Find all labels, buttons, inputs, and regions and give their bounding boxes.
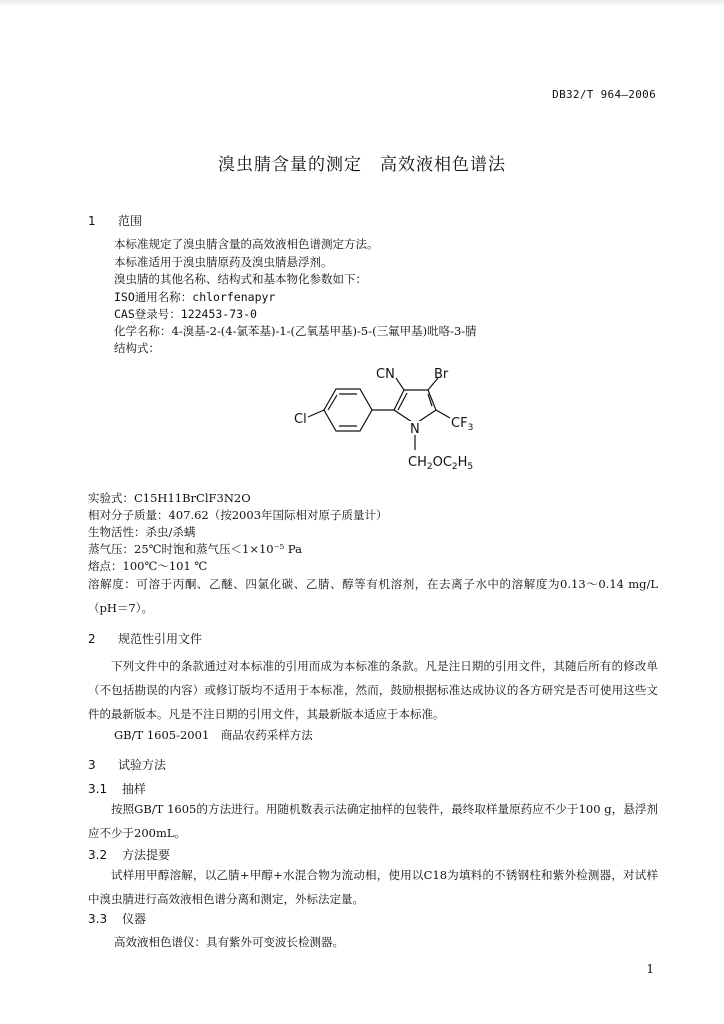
section-3-3-heading (88, 910, 146, 927)
formula-line: 实验式：C15H11BrClF3N2O (88, 491, 251, 505)
ch2oc2h5-label: $CH_2OC_2H_5$ (408, 455, 474, 472)
section-3-heading (88, 756, 166, 773)
section-1-number: 1 (88, 214, 96, 228)
section-3-1-number: 3.1 (88, 782, 108, 796)
method-summary-paragraph: 试样用甲醇溶解，以乙腈+甲醇+水混合物为流动相，使用以C18为填料的不锈钢柱和紫外检测器，对试样中溴虫腈进行高效液相色谱分离和测定，外标法定量。 (88, 868, 658, 906)
section-2-title: 规范性引用文件 (118, 632, 203, 646)
scope-line-3: 溴虫腈的其他名称、结构式和基本物化参数如下： (114, 272, 367, 286)
document-title: 溴虫腈含量的测定 高效液相色谱法 (218, 155, 506, 175)
section-1-title: 范围 (118, 214, 143, 228)
section-3-2-heading (88, 846, 170, 863)
hplc-instrument-line: 高效液相色谱仪：具有紫外可变波长检测器。 (114, 935, 344, 949)
bioactivity-line: 生物活性：杀虫/杀螨 (88, 525, 196, 539)
molecular-weight-line: 相对分子质量：407.62（按2003年国际相对原子质量计） (88, 508, 388, 522)
section-3-1-heading (88, 780, 146, 797)
iso-name-line: ISO通用名称：chlorfenapyr (114, 290, 276, 304)
melting-point-line: 熔点：100℃～101 ℃ (88, 559, 208, 573)
vapor-pressure-line: 蒸气压：25℃时饱和蒸气压＜1×10⁻⁵ Pa (88, 542, 302, 556)
br-label: Br (434, 367, 449, 382)
chemical-name-line: 化学名称：4-溴基-2-(4-氯苯基)-1-(乙氧基甲基)-5-(三氟甲基)吡咯-3-腈 (114, 324, 477, 338)
cl-label: Cl (294, 412, 307, 427)
cn-label: CN (376, 367, 395, 382)
section-2-heading (88, 630, 202, 647)
section-3-1-title: 抽样 (122, 782, 147, 796)
section-1-heading (88, 212, 142, 229)
scan-top-edge (0, 0, 724, 6)
cas-line: CAS登录号：122453-73-0 (114, 307, 257, 321)
section-3-3-title: 仪器 (122, 912, 147, 926)
benzene-double-bond (328, 395, 337, 410)
section-3-title: 试验方法 (118, 758, 167, 772)
structural-formula (280, 362, 520, 478)
scope-line-2: 本标准适用于溴虫腈原药及溴虫腈悬浮剂。 (114, 255, 333, 269)
section-3-2-title: 方法提要 (122, 848, 171, 862)
cl-bond (308, 410, 324, 417)
cf3-bond (436, 410, 450, 418)
reference-gbt-1605: GB/T 1605-2001 商品农药采样方法 (114, 728, 313, 742)
document-number: DB32/T 964—2006 (552, 88, 656, 101)
cn-bond (396, 378, 404, 390)
page-number: 1 (646, 962, 654, 976)
scope-line-1: 本标准规定了溴虫腈含量的高效液相色谱测定方法。 (114, 237, 379, 251)
section-3-3-number: 3.3 (88, 912, 108, 926)
cf3-label: $CF_3$ (451, 416, 474, 433)
benzene-ring (324, 389, 372, 431)
n-label: N (410, 422, 420, 437)
section-2-number: 2 (88, 632, 96, 646)
section-2-paragraph: 下列文件中的条款通过对本标准的引用而成为本标准的条款。凡是注日期的引用文件，其随后所有的修改单（不包括勘误的内容）或修订版均不适用于本标准，然而，鼓励根据标准达成协议的各方研究是否可使用这些文件的最新版本。凡是不注日期的引用文件，其最新版本适应于本标准。 (88, 659, 658, 721)
structure-label: 结构式： (114, 341, 160, 355)
pyrrole-double-bond (398, 393, 407, 410)
section-3-number: 3 (88, 758, 96, 772)
sampling-paragraph: 按照GB/T 1605的方法进行。用随机数表示法确定抽样的包装件，最终取样量原药应不少于100 g，悬浮剂应不少于200mL。 (88, 802, 658, 840)
pyrrole-ring (394, 390, 436, 424)
solubility-paragraph: 溶解度：可溶于丙酮、乙醚、四氯化碳、乙腈、醇等有机溶剂，在去离子水中的溶解度为0.13～0.14 mg/L（pH＝7）。 (88, 577, 658, 615)
section-3-2-number: 3.2 (88, 848, 108, 862)
